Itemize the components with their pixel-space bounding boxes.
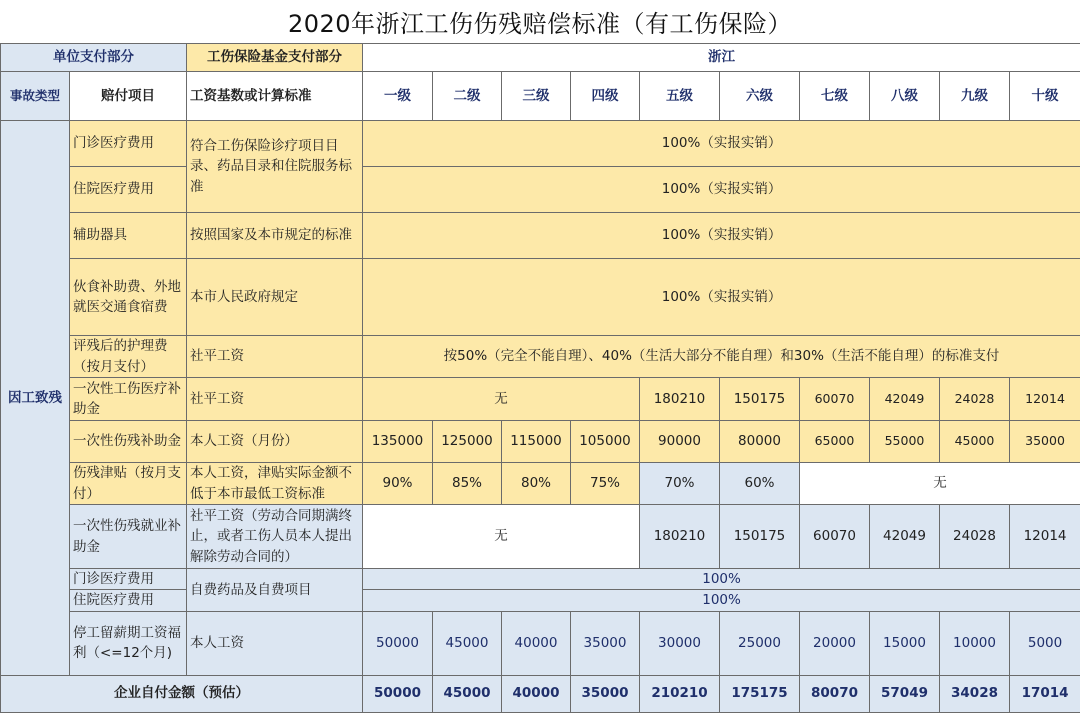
value-cell: 125000 (433, 421, 502, 463)
item-cell: 住院医疗费用 (70, 167, 187, 213)
value-cell: 115000 (502, 421, 571, 463)
value-cell: 100%（实报实销） (363, 213, 1080, 259)
table-row (1, 590, 1080, 611)
value-cell: 80% (502, 463, 571, 505)
item-cell: 伤残津贴（按月支付） (70, 463, 187, 505)
total-label: 企业自付金额（预估） (1, 675, 363, 712)
table-row (1, 463, 1080, 505)
grade-6-header: 六级 (720, 72, 800, 121)
value-cell: 24028 (940, 378, 1010, 421)
value-cell: 10000 (940, 611, 1010, 675)
value-cell: 100% (363, 569, 1080, 590)
value-cell: 45000 (940, 421, 1010, 463)
total-value: 50000 (363, 675, 433, 712)
value-cell: 135000 (363, 421, 433, 463)
value-cell: 180210 (640, 505, 720, 569)
value-cell: 75% (571, 463, 640, 505)
item-header: 赔付项目 (70, 72, 187, 121)
value-cell: 40000 (502, 611, 571, 675)
total-value: 57049 (870, 675, 940, 712)
value-cell: 100%（实报实销） (363, 167, 1080, 213)
accident-type-header: 事故类型 (1, 72, 70, 121)
compensation-table (0, 43, 1080, 713)
value-cell: 55000 (870, 421, 940, 463)
basis-header: 工资基数或计算标准 (187, 72, 363, 121)
basis-cell: 社平工资（劳动合同期满终止，或者工伤人员本人提出解除劳动合同的） (187, 505, 363, 569)
item-cell: 伙食补助费、外地就医交通食宿费 (70, 259, 187, 336)
grade-3-header: 三级 (502, 72, 571, 121)
value-cell: 42049 (870, 378, 940, 421)
table-row (1, 378, 1080, 421)
basis-cell: 本市人民政府规定 (187, 259, 363, 336)
value-cell: 150175 (720, 378, 800, 421)
grade-8-header: 八级 (870, 72, 940, 121)
value-cell: 35000 (571, 611, 640, 675)
total-value: 17014 (1010, 675, 1080, 712)
value-cell: 20000 (800, 611, 870, 675)
value-cell: 24028 (940, 505, 1010, 569)
item-cell: 辅助器具 (70, 213, 187, 259)
basis-cell: 符合工伤保险诊疗项目目录、药品目录和住院服务标准 (187, 121, 363, 213)
value-cell: 按50%（完全不能自理）、40%（生活大部分不能自理）和30%（生活不能自理）的标准支付 (363, 336, 1080, 378)
item-cell: 一次性伤残补助金 (70, 421, 187, 463)
item-cell: 门诊医疗费用 (70, 121, 187, 167)
value-cell: 12014 (1010, 505, 1080, 569)
total-row (1, 675, 1080, 712)
item-cell: 住院医疗费用 (70, 590, 187, 611)
table-row (1, 421, 1080, 463)
value-cell: 42049 (870, 505, 940, 569)
grade-10-header: 十级 (1010, 72, 1080, 121)
value-cell: 60% (720, 463, 800, 505)
value-cell: 5000 (1010, 611, 1080, 675)
value-cell: 105000 (571, 421, 640, 463)
value-cell: 180210 (640, 378, 720, 421)
table-row (1, 213, 1080, 259)
total-value: 80070 (800, 675, 870, 712)
basis-cell: 本人工资，津贴实际金额不低于本市最低工资标准 (187, 463, 363, 505)
grade-5-header: 五级 (640, 72, 720, 121)
value-cell: 50000 (363, 611, 433, 675)
table-row (1, 167, 1080, 213)
value-cell: 15000 (870, 611, 940, 675)
value-cell: 80000 (720, 421, 800, 463)
total-value: 40000 (502, 675, 571, 712)
table-row (1, 259, 1080, 336)
basis-cell: 按照国家及本市规定的标准 (187, 213, 363, 259)
value-cell: 100% (363, 590, 1080, 611)
grade-7-header: 七级 (800, 72, 870, 121)
value-cell: 150175 (720, 505, 800, 569)
basis-cell: 本人工资 (187, 611, 363, 675)
table-row (1, 611, 1080, 675)
value-cell: 35000 (1010, 421, 1080, 463)
none-cell: 无 (363, 378, 640, 421)
accident-type-cell: 因工致残 (1, 121, 70, 676)
total-value: 45000 (433, 675, 502, 712)
fund-pay-header: 工伤保险基金支付部分 (187, 44, 363, 72)
value-cell: 70% (640, 463, 720, 505)
grade-4-header: 四级 (571, 72, 640, 121)
item-cell: 一次性工伤医疗补助金 (70, 378, 187, 421)
value-cell: 100%（实报实销） (363, 121, 1080, 167)
none-cell: 无 (800, 463, 1080, 505)
value-cell: 60070 (800, 378, 870, 421)
basis-cell: 社平工资 (187, 378, 363, 421)
grade-9-header: 九级 (940, 72, 1010, 121)
page-title: 2020年浙江工伤伤残赔偿标准（有工伤保险） (287, 10, 793, 38)
value-cell: 30000 (640, 611, 720, 675)
value-cell: 12014 (1010, 378, 1080, 421)
total-value: 210210 (640, 675, 720, 712)
header-row-2 (1, 72, 1080, 121)
item-cell: 评残后的护理费（按月支付） (70, 336, 187, 378)
grade-2-header: 二级 (433, 72, 502, 121)
value-cell: 100%（实报实销） (363, 259, 1080, 336)
grade-1-header: 一级 (363, 72, 433, 121)
unit-pay-header: 单位支付部分 (1, 44, 187, 72)
total-value: 175175 (720, 675, 800, 712)
basis-cell: 社平工资 (187, 336, 363, 378)
table-row (1, 336, 1080, 378)
value-cell: 60070 (800, 505, 870, 569)
basis-cell: 本人工资（月份） (187, 421, 363, 463)
value-cell: 25000 (720, 611, 800, 675)
value-cell: 65000 (800, 421, 870, 463)
value-cell: 90% (363, 463, 433, 505)
header-row-1 (1, 44, 1080, 72)
item-cell: 停工留薪期工资福利（<=12个月) (70, 611, 187, 675)
table-row (1, 121, 1080, 167)
item-cell: 门诊医疗费用 (70, 569, 187, 590)
value-cell: 90000 (640, 421, 720, 463)
table-row (1, 505, 1080, 569)
value-cell: 85% (433, 463, 502, 505)
table-row (1, 569, 1080, 590)
region-header: 浙江 (363, 44, 1080, 72)
total-value: 35000 (571, 675, 640, 712)
item-cell: 一次性伤残就业补助金 (70, 505, 187, 569)
none-cell: 无 (363, 505, 640, 569)
basis-cell: 自费药品及自费项目 (187, 569, 363, 612)
total-value: 34028 (940, 675, 1010, 712)
value-cell: 45000 (433, 611, 502, 675)
